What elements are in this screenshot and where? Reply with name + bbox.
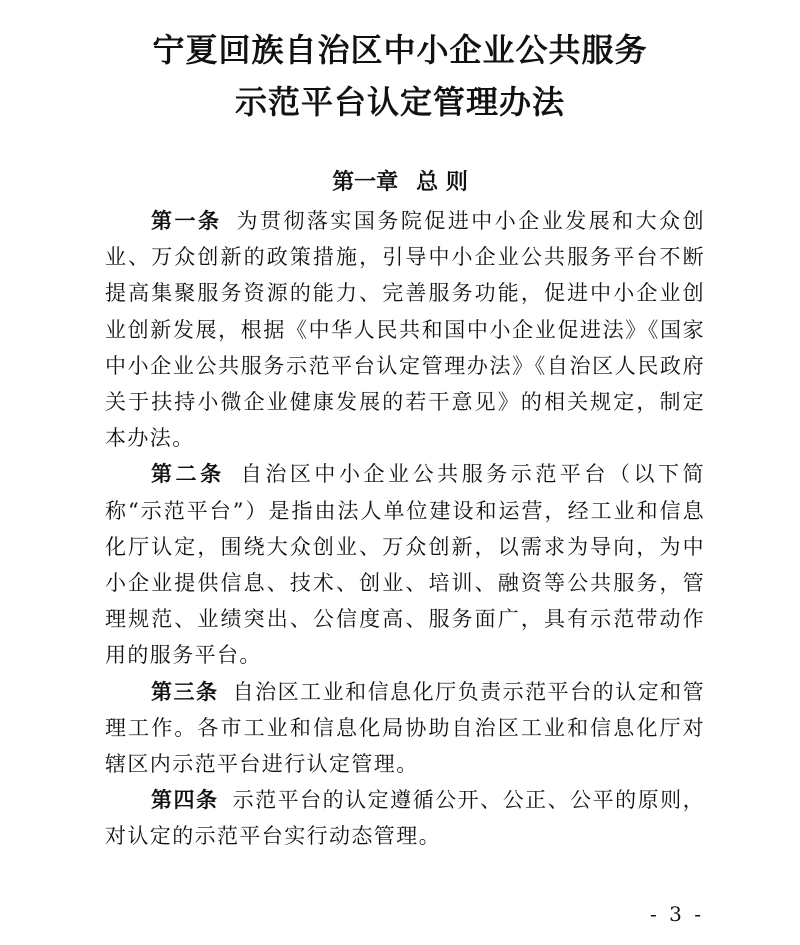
article-label: 第四条 bbox=[151, 788, 219, 813]
document-body bbox=[105, 203, 705, 855]
article-label: 第三条 bbox=[151, 679, 219, 704]
document-title-line1: 宁夏回族自治区中小企业公共服务 bbox=[152, 31, 648, 69]
chapter-heading bbox=[0, 168, 800, 198]
article-label: 第二条 bbox=[151, 462, 225, 487]
article-3 bbox=[105, 674, 705, 783]
article-label: 第一条 bbox=[151, 209, 222, 233]
article-text: 自治区工业和信息化厅负责示范平台的认定和管理工作。各市工业和信息化局协助自治区工业和信息化厅对辖区内示范平台进行认定管理。 bbox=[105, 679, 705, 777]
article-1 bbox=[105, 203, 705, 456]
article-text: 为贯彻落实国务院促进中小企业发展和大众创业、万众创新的政策措施，引导中小企业公共服务平台不断提高集聚服务资源的能力、完善服务功能，促进中小企业创业创新发展，根据《中华人民共和国中小企业促进法》《国家中小企业公共服务示范平台认定管理办法》《自治区人民政府关于扶持小微企业健康发展的若干意见》的相关规定，制定本办法。 bbox=[105, 209, 705, 451]
article-text: 示范平台的认定遵循公开、公正、公平的原则，对认定的示范平台实行动态管理。 bbox=[105, 788, 705, 849]
chapter-number: 第一章 bbox=[332, 170, 399, 195]
article-text: 自治区中小企业公共服务示范平台（以下简称“示范平台”）是指由法人单位建设和运营，经工业和信息化厅认定，围绕大众创业、万众创新，以需求为导向，为中小企业提供信息、技术、创业、培训、融资等公共服务，管理规范、业绩突出、公信度高、服务面广，具有示范带动作用的服务平台。 bbox=[105, 462, 705, 668]
article-4 bbox=[105, 782, 705, 854]
article-2 bbox=[105, 456, 705, 673]
chapter-title: 总 则 bbox=[416, 170, 468, 195]
page-number: - 3 - bbox=[650, 902, 704, 926]
document-title-line2: 示范平台认定管理办法 bbox=[234, 83, 565, 121]
